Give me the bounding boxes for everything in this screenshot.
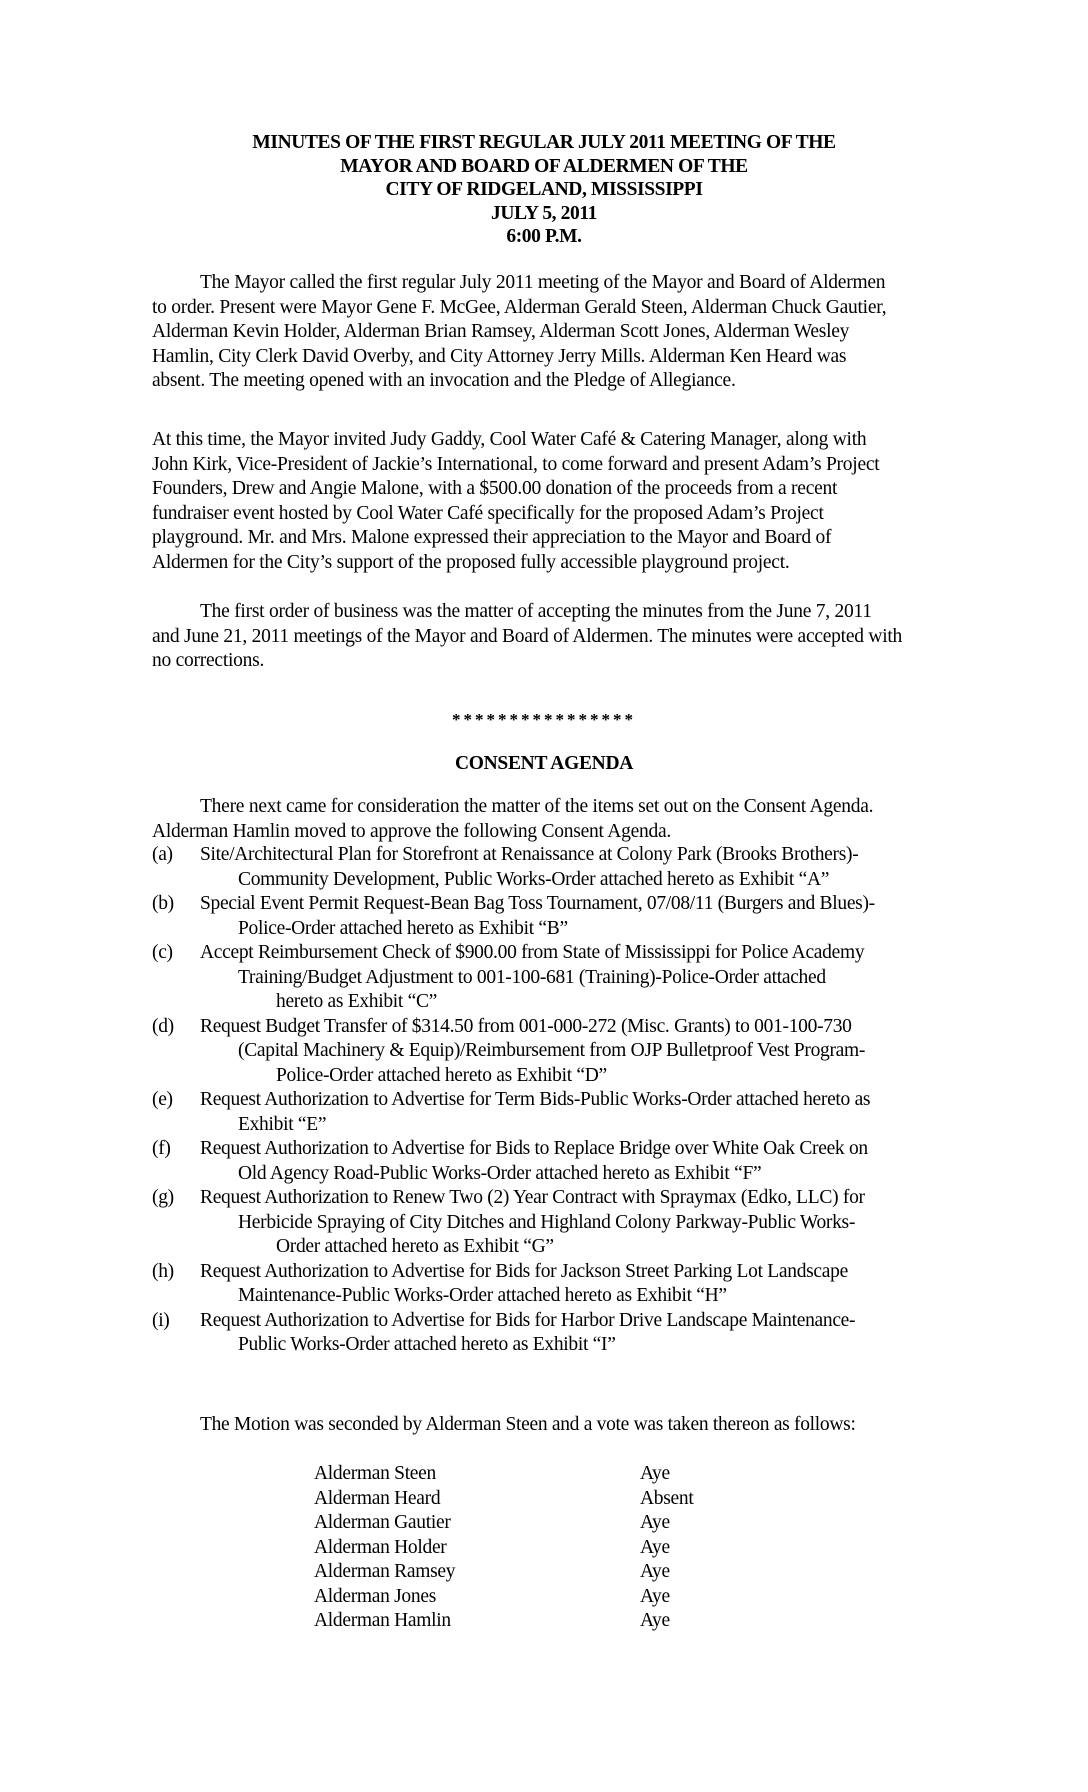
item-label: (f): [152, 1138, 171, 1159]
item-text: Request Authorization to Renew Two (2) Year Contract with Spraymax (Edko, LLC) for: [200, 1187, 865, 1208]
consent-agenda-heading: CONSENT AGENDA: [454, 753, 634, 774]
paragraph-line: and June 21, 2011 meetings of the Mayor and Board of Aldermen. The minutes were accepted with: [152, 625, 903, 647]
section-separator: ****************: [452, 710, 636, 729]
vote-value: Aye: [640, 1561, 670, 1582]
document-title: [0, 131, 1088, 249]
agenda-item-h: [152, 1260, 992, 1309]
agenda-item-i: [152, 1309, 992, 1358]
vote-value: Absent: [640, 1487, 694, 1509]
alderman-name: Alderman Heard: [314, 1487, 441, 1509]
paragraph-line: playground. Mr. and Mrs. Malone expressed their appreciation to the Mayor and Board of: [152, 527, 832, 548]
item-label: (e): [152, 1089, 173, 1110]
consent-agenda-intro: [152, 795, 978, 844]
paragraph-line: fundraiser event hosted by Cool Water Café specifically for the proposed Adam’s Project: [152, 502, 824, 524]
item-text: Request Budget Transfer of $314.50 from 001-000-272 (Misc. Grants) to 001-100-730: [200, 1015, 852, 1037]
agenda-item-g: [152, 1186, 992, 1260]
title-line: MINUTES OF THE FIRST REGULAR JULY 2011 MEETING OF THE: [252, 132, 836, 153]
item-text: Police-Order attached hereto as Exhibit “B”: [238, 917, 568, 939]
item-text: Police-Order attached hereto as Exhibit “D”: [276, 1064, 607, 1086]
vote-value: Aye: [640, 1512, 670, 1533]
item-label: (b): [152, 893, 174, 914]
item-label: (a): [152, 844, 173, 865]
item-text: Accept Reimbursement Check of $900.00 from State of Mississippi for Police Academy: [200, 942, 865, 963]
paragraph-line: At this time, the Mayor invited Judy Gaddy, Cool Water Café & Catering Manager, along with: [152, 429, 867, 450]
paragraph-line: Hamlin, City Clerk David Overby, and City Attorney Jerry Mills. Alderman Ken Heard was: [152, 345, 847, 367]
item-text: Request Authorization to Advertise for Bids for Jackson Street Parking Lot Landscape: [200, 1260, 848, 1282]
paragraph-line: absent. The meeting opened with an invocation and the Pledge of Allegiance.: [152, 370, 736, 391]
paragraph-line: The Mayor called the first regular July 2011 meeting of the Mayor and Board of Aldermen: [200, 272, 886, 293]
item-text: Special Event Permit Request-Bean Bag Toss Tournament, 07/08/11 (Burgers and Blues)-: [200, 893, 875, 914]
title-line: MAYOR AND BOARD OF ALDERMEN OF THE: [340, 155, 748, 177]
vote-value: Aye: [640, 1536, 670, 1558]
paragraph-line: Alderman Kevin Holder, Alderman Brian Ramsey, Alderman Scott Jones, Alderman Wesley: [152, 321, 850, 342]
item-text: Old Agency Road-Public Works-Order attached hereto as Exhibit “F”: [238, 1162, 762, 1184]
alderman-name: Alderman Jones: [314, 1585, 436, 1607]
item-label: (i): [152, 1309, 170, 1331]
alderman-name: Alderman Gautier: [314, 1512, 451, 1533]
item-label: (g): [152, 1187, 174, 1208]
item-text: Request Authorization to Advertise for Bids to Replace Bridge over White Oak Creek on: [200, 1138, 868, 1159]
item-label: (d): [152, 1015, 174, 1037]
item-text: hereto as Exhibit “C”: [276, 991, 438, 1012]
paragraph-line: no corrections.: [152, 650, 265, 671]
agenda-item-d: [152, 1015, 992, 1089]
vote-value: Aye: [640, 1610, 670, 1631]
paragraph-line: Alderman Hamlin moved to approve the following Consent Agenda.: [152, 820, 672, 842]
agenda-item-c: [152, 941, 992, 1015]
meeting-time: 6:00 P.M.: [506, 226, 582, 247]
paragraph-line: The first order of business was the matter of accepting the minutes from the June 7, 2011: [200, 601, 872, 622]
paragraph-line: There next came for consideration the matter of the items set out on the Consent Agenda.: [200, 796, 874, 817]
alderman-name: Alderman Steen: [314, 1463, 436, 1484]
paragraph-line: John Kirk, Vice-President of Jackie’s International, to come forward and present Adam’s Project: [152, 453, 880, 475]
paragraph-line: Aldermen for the City’s support of the proposed fully accessible playground project.: [152, 551, 790, 573]
item-text: Request Authorization to Advertise for Term Bids-Public Works-Order attached hereto as: [200, 1089, 871, 1110]
agenda-item-b: [152, 892, 992, 941]
item-text: Herbicide Spraying of City Ditches and Highland Colony Parkway-Public Works-: [238, 1211, 856, 1233]
paragraph-line: to order. Present were Mayor Gene F. McGee, Alderman Gerald Steen, Alderman Chuck Gautier,: [152, 296, 887, 318]
item-text: Maintenance-Public Works-Order attached hereto as Exhibit “H”: [238, 1285, 727, 1306]
meeting-date: JULY 5, 2011: [491, 202, 597, 224]
item-text: Public Works-Order attached hereto as Exhibit “I”: [238, 1334, 616, 1355]
agenda-item-f: [152, 1137, 992, 1186]
agenda-item-e: [152, 1088, 992, 1137]
alderman-name: Alderman Hamlin: [314, 1610, 451, 1631]
item-text: (Capital Machinery & Equip)/Reimbursement from OJP Bulletproof Vest Program-: [238, 1040, 866, 1061]
item-text: Site/Architectural Plan for Storefront at Renaissance at Colony Park (Brooks Brothers)-: [200, 844, 859, 865]
title-line: CITY OF RIDGELAND, MISSISSIPPI: [385, 179, 703, 200]
paragraph-line: Founders, Drew and Angie Malone, with a $500.00 donation of the proceeds from a recent: [152, 478, 838, 499]
item-text: Order attached hereto as Exhibit “G”: [276, 1236, 554, 1257]
item-label: (h): [152, 1260, 174, 1282]
vote-value: Aye: [640, 1585, 670, 1607]
minutes-acceptance-paragraph: [152, 600, 978, 674]
vote-value: Aye: [640, 1463, 670, 1484]
intro-paragraph: [152, 271, 978, 394]
consent-agenda-list: [152, 843, 992, 1358]
presentation-paragraph: [152, 428, 978, 575]
item-label: (c): [152, 942, 173, 963]
item-text: Community Development, Public Works-Order attached hereto as Exhibit “A”: [238, 868, 830, 890]
motion-statement: The Motion was seconded by Alderman Steen and a vote was taken thereon as follows:: [200, 1414, 856, 1435]
item-text: Request Authorization to Advertise for Bids for Harbor Drive Landscape Maintenance-: [200, 1309, 856, 1331]
item-text: Training/Budget Adjustment to 001-100-681 (Training)-Police-Order attached: [238, 966, 826, 988]
alderman-name: Alderman Holder: [314, 1536, 447, 1558]
alderman-name: Alderman Ramsey: [314, 1561, 456, 1582]
item-text: Exhibit “E”: [238, 1113, 327, 1135]
agenda-item-a: [152, 843, 992, 892]
